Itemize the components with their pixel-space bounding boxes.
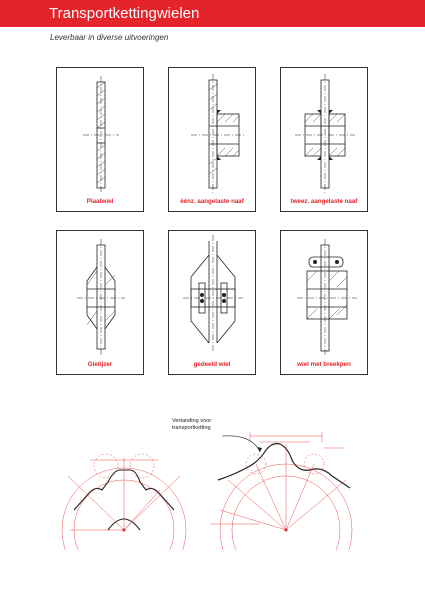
double-hub-wheel-drawing: [281, 68, 369, 213]
panel-caption: gedeeld wiel: [193, 361, 231, 368]
annotation-line: transportketting: [172, 425, 211, 431]
panel-caption: wiel met breekpen: [297, 361, 351, 368]
panel-gedeeld-wiel: [168, 230, 256, 375]
single-hub-wheel-drawing: [169, 68, 257, 213]
page-header: [0, 0, 425, 27]
panel-enkelzijdig-naaf: [168, 67, 256, 212]
panel-caption: Gietijzer: [87, 361, 113, 368]
panel-plaatwiel: [56, 67, 144, 212]
cast-iron-wheel-drawing: [57, 231, 145, 376]
panel-tweezijdig-naaf: [280, 67, 368, 212]
annotation-line: Vertanding voor: [172, 418, 212, 424]
page-subtitle: Leverbaar in diverse uitvoeringen: [50, 33, 169, 42]
page-title: Transportkettingwielen: [49, 5, 200, 22]
panel-breekpen-wiel: [280, 230, 368, 375]
plate-wheel-drawing: [57, 68, 145, 213]
shear-pin-wheel-drawing: [281, 231, 369, 376]
panel-caption: tweez. aangelaste naaf: [290, 198, 358, 205]
panel-gietijzer: [56, 230, 144, 375]
split-wheel-drawing: [169, 231, 257, 376]
panel-caption: Plaatwiel: [86, 198, 114, 205]
tooth-profile-drawing: [60, 430, 370, 550]
panel-caption: éénz. aangelaste naaf: [180, 198, 244, 205]
